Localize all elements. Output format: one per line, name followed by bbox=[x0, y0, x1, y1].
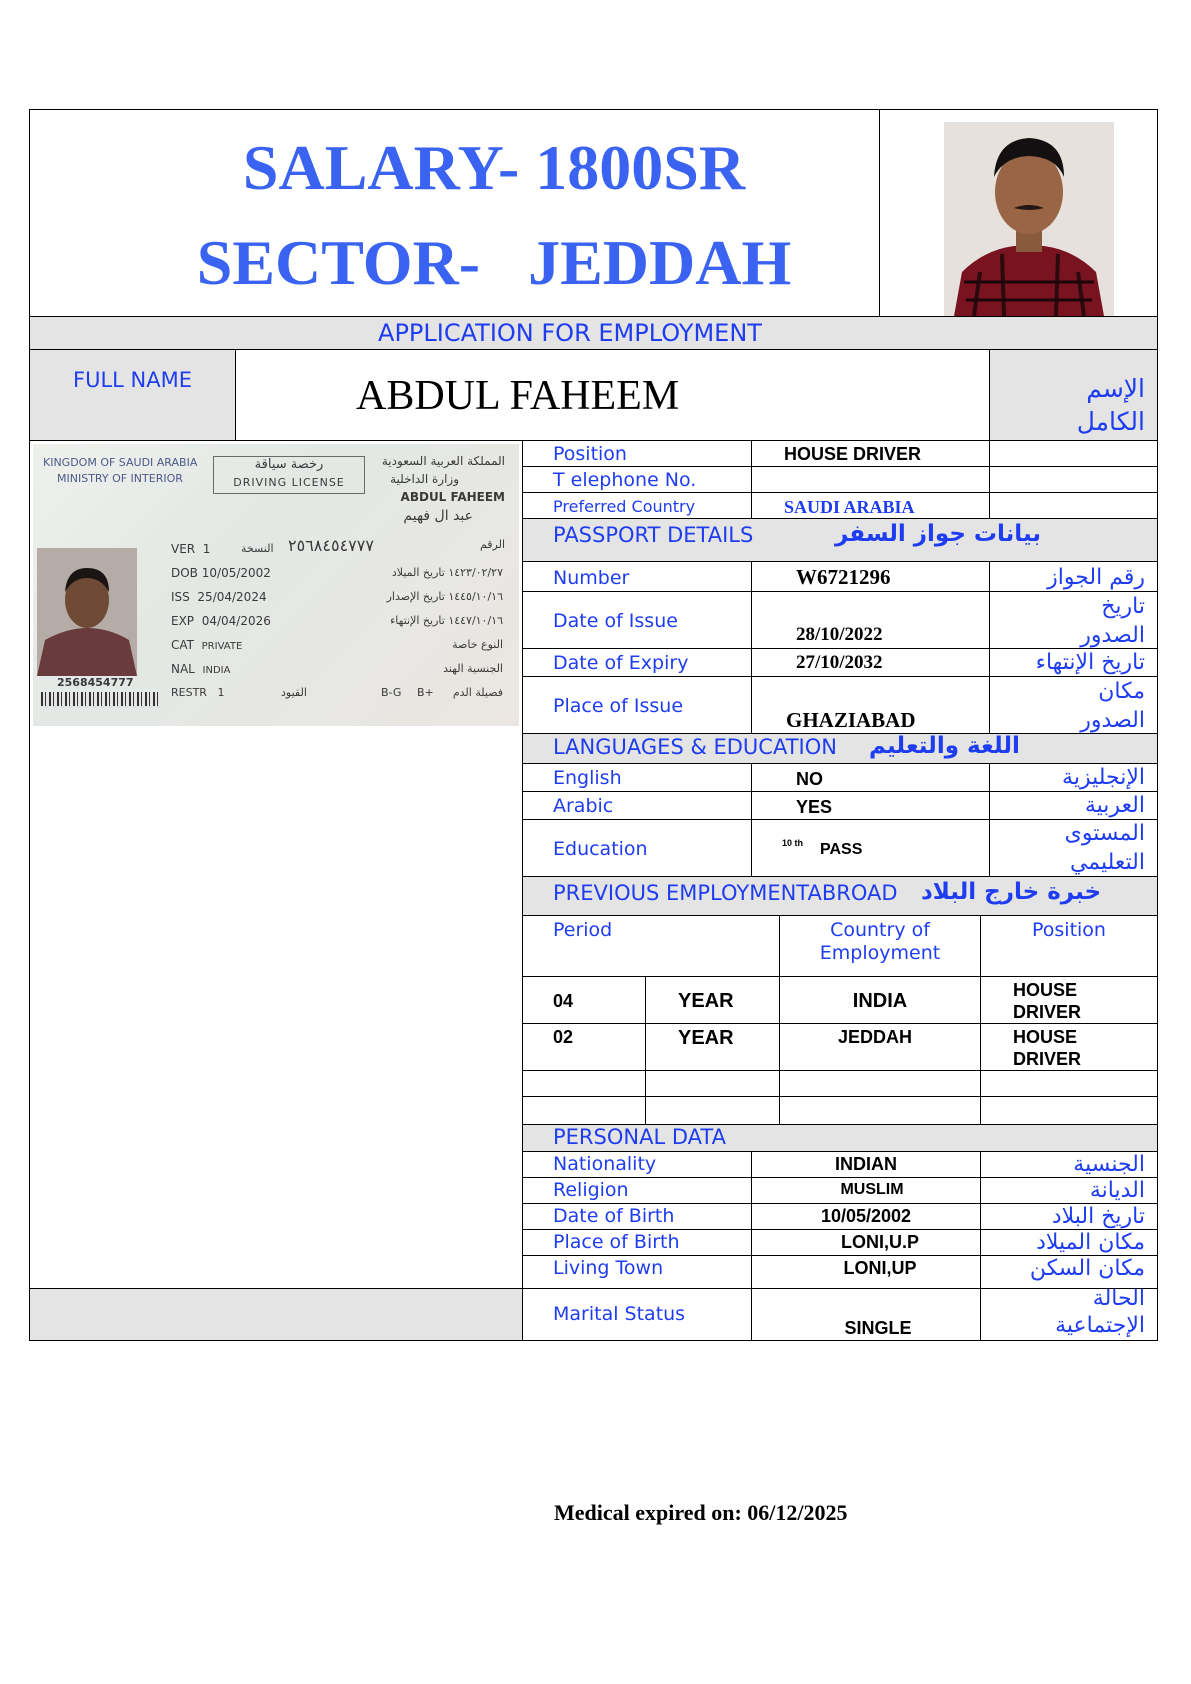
living-town-value-cell bbox=[751, 1255, 981, 1289]
position-value: HOUSE DRIVER bbox=[784, 444, 922, 464]
birth-date-label: Date of Birth bbox=[553, 1205, 675, 1227]
education-ar: المستوى التعليمي bbox=[1064, 821, 1145, 875]
religion-ar-cell bbox=[980, 1177, 1158, 1204]
employment-row-1-unit bbox=[645, 976, 780, 1024]
license-country-ar: المملكة العربية السعودية bbox=[381, 454, 505, 468]
position-label-cell bbox=[522, 440, 752, 467]
employment-row-3-position bbox=[980, 1070, 1158, 1097]
license-name-en: ABDUL FAHEEM bbox=[400, 490, 505, 504]
driving-license-card bbox=[33, 444, 519, 726]
license-field-nal-ar: الجنسية الهند bbox=[443, 662, 503, 675]
arabic-ar: العربية bbox=[1084, 793, 1145, 818]
employment-row-3-country bbox=[779, 1070, 981, 1097]
license-number-label-ar: الرقم bbox=[479, 538, 505, 551]
employment-row-2-period bbox=[522, 1023, 646, 1071]
arabic-ar-cell bbox=[989, 791, 1158, 820]
religion-ar: الديانة bbox=[1089, 1178, 1145, 1203]
issue-place-value: GHAZIABAD bbox=[786, 708, 916, 732]
license-field-cat bbox=[171, 638, 242, 652]
issue-date-ar-cell bbox=[989, 591, 1158, 649]
license-field-label: EXP bbox=[171, 614, 195, 628]
employment-header-country bbox=[779, 915, 981, 977]
applicant-photo bbox=[944, 122, 1114, 316]
religion-value-cell bbox=[751, 1177, 981, 1204]
employment-row-1-position bbox=[980, 976, 1158, 1024]
issue-date-value: 28/10/2022 bbox=[796, 624, 883, 645]
license-field-value: 1 bbox=[202, 542, 211, 556]
license-field-cat-ar: النوع خاصة bbox=[452, 638, 503, 651]
license-ministry-ar: وزارة الداخلية bbox=[390, 472, 459, 486]
english-value: NO bbox=[796, 769, 823, 789]
issue-date-value-cell bbox=[751, 591, 990, 649]
employment-row-4-position bbox=[980, 1096, 1158, 1125]
expiry-date-value: 27/10/2032 bbox=[796, 652, 883, 673]
passport-number-ar: رقم الجواز bbox=[1047, 565, 1145, 590]
license-field-label: DOB bbox=[171, 566, 198, 580]
living-town-ar-cell bbox=[980, 1255, 1158, 1289]
position-value-cell bbox=[751, 440, 990, 467]
issue-place-label-cell bbox=[522, 676, 752, 734]
license-field-label: ISS bbox=[171, 590, 190, 604]
living-town-ar: مكان السكن bbox=[1029, 1256, 1145, 1281]
license-field-nal bbox=[171, 662, 230, 676]
license-field-restr-ar: القيود bbox=[281, 686, 307, 699]
employment-row-2-position bbox=[980, 1023, 1158, 1071]
personal-section-header bbox=[522, 1124, 1158, 1152]
license-title-ar: رخصة سياقة bbox=[254, 457, 324, 472]
employment-row-1-country bbox=[779, 976, 981, 1024]
employment-row-3-unit bbox=[645, 1070, 780, 1097]
expiry-date-ar: تاريخ الإنتهاء bbox=[1035, 650, 1145, 675]
license-field-iss bbox=[171, 590, 267, 604]
religion-label: Religion bbox=[553, 1179, 629, 1201]
employment-header-position bbox=[980, 915, 1158, 977]
salary-heading: SALARY- 1800SR bbox=[242, 132, 746, 203]
education-value-sup: 10 th bbox=[782, 838, 804, 848]
issue-place-label: Place of Issue bbox=[553, 695, 684, 717]
employment-unit-value: YEAR bbox=[678, 990, 734, 1012]
expiry-date-label: Date of Expiry bbox=[553, 652, 689, 674]
marital-status-value: SINGLE bbox=[844, 1318, 912, 1338]
employment-position-value: HOUSE DRIVER bbox=[1013, 980, 1082, 1022]
license-field-ver bbox=[171, 542, 210, 556]
birth-place-ar-cell bbox=[980, 1229, 1158, 1256]
arabic-value-cell bbox=[751, 791, 990, 820]
license-field-value: PRIVATE bbox=[201, 641, 243, 652]
telephone-value-cell bbox=[751, 466, 990, 493]
position-header: Position bbox=[1032, 919, 1106, 941]
arabic-label-cell bbox=[522, 791, 752, 820]
license-blood-label: B-G bbox=[381, 686, 402, 699]
license-field-exp-ar: ١٤٤٧/١٠/١٦ تاريخ الإنتهاء bbox=[390, 614, 503, 627]
english-value-cell bbox=[751, 763, 990, 792]
employment-position-value: HOUSE DRIVER bbox=[1013, 1027, 1082, 1069]
application-title: APPLICATION FOR EMPLOYMENT bbox=[378, 319, 762, 347]
license-field-exp bbox=[171, 614, 271, 628]
passport-number-ar-cell bbox=[989, 561, 1158, 592]
preferred-country-label: Preferred Country bbox=[553, 497, 696, 516]
education-label: Education bbox=[553, 838, 648, 860]
nationality-value: INDIAN bbox=[835, 1154, 897, 1174]
languages-title: LANGUAGES & EDUCATION bbox=[553, 735, 837, 759]
license-id-number: 2568454777 bbox=[57, 676, 134, 689]
languages-section-header bbox=[522, 733, 1158, 764]
passport-number-value: W6721296 bbox=[796, 565, 891, 589]
education-label-cell bbox=[522, 819, 752, 877]
employment-row-3-period bbox=[522, 1070, 646, 1097]
license-name-ar: عبد ال فهيم bbox=[403, 508, 473, 524]
license-field-ver-ar: النسخة bbox=[241, 542, 274, 555]
birth-place-ar: مكان الميلاد bbox=[1036, 1230, 1145, 1255]
nationality-label: Nationality bbox=[553, 1153, 657, 1175]
nationality-label-cell bbox=[522, 1151, 752, 1178]
full-name-label: FULL NAME bbox=[73, 368, 192, 392]
preferred-country-value: SAUDI ARABIA bbox=[784, 497, 915, 517]
nationality-ar-cell bbox=[980, 1151, 1158, 1178]
preferred-country-label-cell bbox=[522, 492, 752, 519]
education-ar-cell bbox=[989, 819, 1158, 877]
birth-place-label: Place of Birth bbox=[553, 1231, 680, 1253]
education-value: PASS bbox=[820, 841, 863, 858]
issue-date-label-cell bbox=[522, 591, 752, 649]
nationality-value-cell bbox=[751, 1151, 981, 1178]
country-header: Country of Employment bbox=[819, 919, 941, 964]
marital-status-label-cell bbox=[522, 1288, 752, 1341]
arabic-value: YES bbox=[796, 797, 833, 817]
issue-date-label: Date of Issue bbox=[553, 610, 678, 632]
employment-title: PREVIOUS EMPLOYMENTABROAD bbox=[553, 881, 898, 905]
issue-place-value-cell bbox=[751, 676, 990, 734]
english-label: English bbox=[553, 767, 622, 789]
birth-place-value-cell bbox=[751, 1229, 981, 1256]
full-name-label-cell bbox=[29, 349, 236, 441]
license-blood-ar: فصيلة الدم bbox=[452, 686, 503, 699]
license-field-label: NAL bbox=[171, 662, 195, 676]
telephone-label-cell bbox=[522, 466, 752, 493]
employment-country-value: INDIA bbox=[852, 990, 908, 1012]
english-ar-cell bbox=[989, 763, 1158, 792]
sector-heading: SECTOR- JEDDAH bbox=[196, 227, 792, 298]
employment-row-4-unit bbox=[645, 1096, 780, 1125]
license-field-dob-ar: ١٤٢٣/٠٢/٢٧ تاريخ الميلاد bbox=[391, 566, 503, 579]
full-name-value: ABDUL FAHEEM bbox=[356, 373, 680, 419]
license-field-value: 04/04/2026 bbox=[201, 614, 271, 628]
license-field-value: 25/04/2024 bbox=[197, 590, 267, 604]
license-field-value: 1 bbox=[217, 686, 225, 699]
expiry-date-ar-cell bbox=[989, 648, 1158, 677]
employment-section-header bbox=[522, 876, 1158, 916]
religion-label-cell bbox=[522, 1177, 752, 1204]
marital-status-ar: الحالة الإجتماعية bbox=[1055, 1288, 1145, 1338]
license-field-value: INDIA bbox=[202, 665, 231, 676]
license-field-label: CAT bbox=[171, 638, 194, 652]
license-number-ar: ٢٥٦٨٤٥٤٧٧٧ bbox=[288, 536, 374, 555]
issue-date-ar: تاريخ الصدور bbox=[1080, 594, 1145, 648]
marital-status-label: Marital Status bbox=[553, 1303, 686, 1325]
birth-date-value: 10/05/2002 bbox=[820, 1206, 912, 1226]
preferred-country-value-cell bbox=[751, 492, 990, 519]
expiry-date-value-cell bbox=[751, 648, 990, 677]
position-ar-cell bbox=[989, 440, 1158, 467]
license-field-restr bbox=[171, 686, 224, 699]
employment-period-value: 02 bbox=[553, 1027, 574, 1047]
employment-title-ar: خبرة خارج البلاد bbox=[921, 879, 1102, 905]
application-title-bar bbox=[29, 316, 1158, 350]
employment-row-4-country bbox=[779, 1096, 981, 1125]
preferred-country-ar-cell bbox=[989, 492, 1158, 519]
issue-place-ar-cell bbox=[989, 676, 1158, 734]
employment-row-1-period bbox=[522, 976, 646, 1024]
arabic-label: Arabic bbox=[553, 795, 614, 817]
living-town-label: Living Town bbox=[553, 1257, 664, 1279]
living-town-value: LONI,UP bbox=[843, 1258, 917, 1278]
medical-expiry-note: Medical expired on: 06/12/2025 bbox=[554, 1500, 848, 1525]
license-field-iss-ar: ١٤٤٥/١٠/١٦ تاريخ الإصدار bbox=[386, 590, 503, 603]
passport-number-value-cell bbox=[751, 561, 990, 592]
marital-status-ar-cell bbox=[980, 1288, 1158, 1341]
telephone-label: T elephone No. bbox=[553, 469, 697, 491]
languages-title-ar: اللغة والتعليم bbox=[869, 733, 1020, 759]
passport-section-header bbox=[522, 518, 1158, 562]
birth-place-value: LONI,U.P bbox=[840, 1232, 919, 1252]
english-label-cell bbox=[522, 763, 752, 792]
birth-date-ar: تاريخ البلاد bbox=[1051, 1204, 1145, 1229]
full-name-value-cell bbox=[235, 349, 990, 441]
employment-row-2-unit bbox=[645, 1023, 780, 1071]
religion-value: MUSLIM bbox=[840, 1181, 904, 1198]
period-header: Period bbox=[553, 919, 613, 941]
license-blood-value: B+ bbox=[417, 686, 434, 699]
living-town-label-cell bbox=[522, 1255, 752, 1289]
license-barcode bbox=[41, 692, 161, 706]
left-column-bottom-gray bbox=[29, 1288, 523, 1341]
marital-status-value-cell bbox=[751, 1288, 981, 1341]
license-title-box bbox=[213, 456, 365, 494]
nationality-ar: الجنسية bbox=[1073, 1152, 1145, 1177]
license-photo bbox=[37, 548, 137, 676]
full-name-arabic-cell bbox=[989, 349, 1158, 441]
employment-header-period bbox=[522, 915, 780, 977]
employment-row-4-period bbox=[522, 1096, 646, 1125]
passport-number-label: Number bbox=[553, 567, 630, 589]
employment-unit-value: YEAR bbox=[678, 1027, 734, 1049]
license-country: KINGDOM OF SAUDI ARABIA bbox=[43, 456, 198, 469]
personal-title: PERSONAL DATA bbox=[553, 1125, 726, 1149]
passport-number-label-cell bbox=[522, 561, 752, 592]
license-field-label: VER bbox=[171, 542, 196, 556]
license-title-en: DRIVING LICENSE bbox=[233, 476, 345, 489]
license-field-value: 10/05/2002 bbox=[201, 566, 271, 580]
employment-period-value: 04 bbox=[553, 991, 574, 1011]
issue-place-ar: مكان الصدور bbox=[1080, 679, 1145, 733]
expiry-date-label-cell bbox=[522, 648, 752, 677]
passport-title-ar: بيانات جواز السفر bbox=[835, 521, 1041, 547]
telephone-ar-cell bbox=[989, 466, 1158, 493]
employment-country-value: JEDDAH bbox=[837, 1027, 912, 1047]
birth-date-label-cell bbox=[522, 1203, 752, 1230]
birth-place-label-cell bbox=[522, 1229, 752, 1256]
license-ministry: MINISTRY OF INTERIOR bbox=[57, 472, 183, 485]
passport-title: PASSPORT DETAILS bbox=[553, 523, 754, 547]
full-name-arabic-label: الإسم الكامل bbox=[1076, 374, 1145, 436]
license-field-label: RESTR bbox=[171, 686, 207, 699]
english-ar: الإنجليزية bbox=[1062, 765, 1145, 790]
birth-date-value-cell bbox=[751, 1203, 981, 1230]
license-field-dob bbox=[171, 566, 271, 580]
birth-date-ar-cell bbox=[980, 1203, 1158, 1230]
employment-row-2-country bbox=[779, 1023, 981, 1071]
position-label: Position bbox=[553, 443, 627, 465]
education-value-cell bbox=[751, 819, 990, 877]
